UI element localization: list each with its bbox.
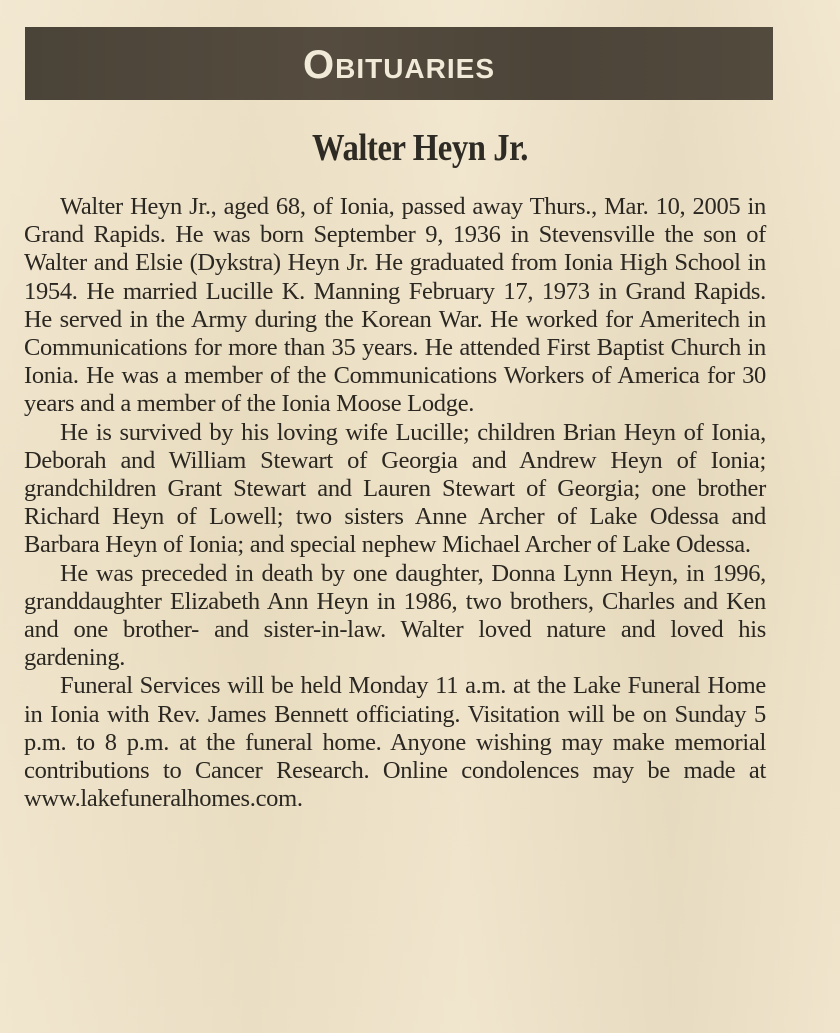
obituary-name-heading: Walter Heyn Jr. (312, 127, 528, 169)
obituary-body (24, 193, 766, 813)
paragraph-services: Funeral Services will be held Monday 11 a.m. at the Lake Funeral Home in Ionia with Rev. James Bennett officiating. Visitation will be on Sunday 5 p.m. to 8 p.m. at the funeral home. Anyone wishing may make memorial contributions to Cancer Research. Online condolences may be made at www.lakefuneralhomes.com. (24, 672, 766, 813)
paragraph-survivors: He is survived by his loving wife Lucille; children Brian Heyn of Ionia, Deborah and William Stewart of Georgia and Andrew Heyn of Ionia; grandchildren Grant Stewart and Lauren Stewart of Georgia; one brother Richard Heyn of Lowell; two sisters Anne Archer of Lake Odessa and Barbara Heyn of Ionia; and special nephew Michael Archer of Lake Odessa. (24, 418, 766, 559)
section-banner (25, 27, 773, 100)
paragraph-biography: Walter Heyn Jr., aged 68, of Ionia, passed away Thurs., Mar. 10, 2005 in Grand Rapids. He was born September 9, 1936 in Stevensville the son of Walter and Elsie (Dykstra) Heyn Jr. He graduated from Ionia High School in 1954. He married Lucille K. Manning February 17, 1973 in Grand Rapids. He served in the Army during the Korean War. He worked for Ameritech in Communications for more than 35 years. He attended First Baptist Church in Ionia. He was a member of the Communications Workers of America for 30 years and a member of the Ionia Moose Lodge. (24, 193, 766, 418)
paragraph-preceded-in-death: He was preceded in death by one daughter, Donna Lynn Heyn, in 1996, granddaughter Elizabeth Ann Heyn in 1986, two brothers, Charles and Ken and one brother- and sister-in-law. Walter loved nature and loved his gardening. (24, 559, 766, 672)
section-title: Obituaries (302, 42, 496, 87)
